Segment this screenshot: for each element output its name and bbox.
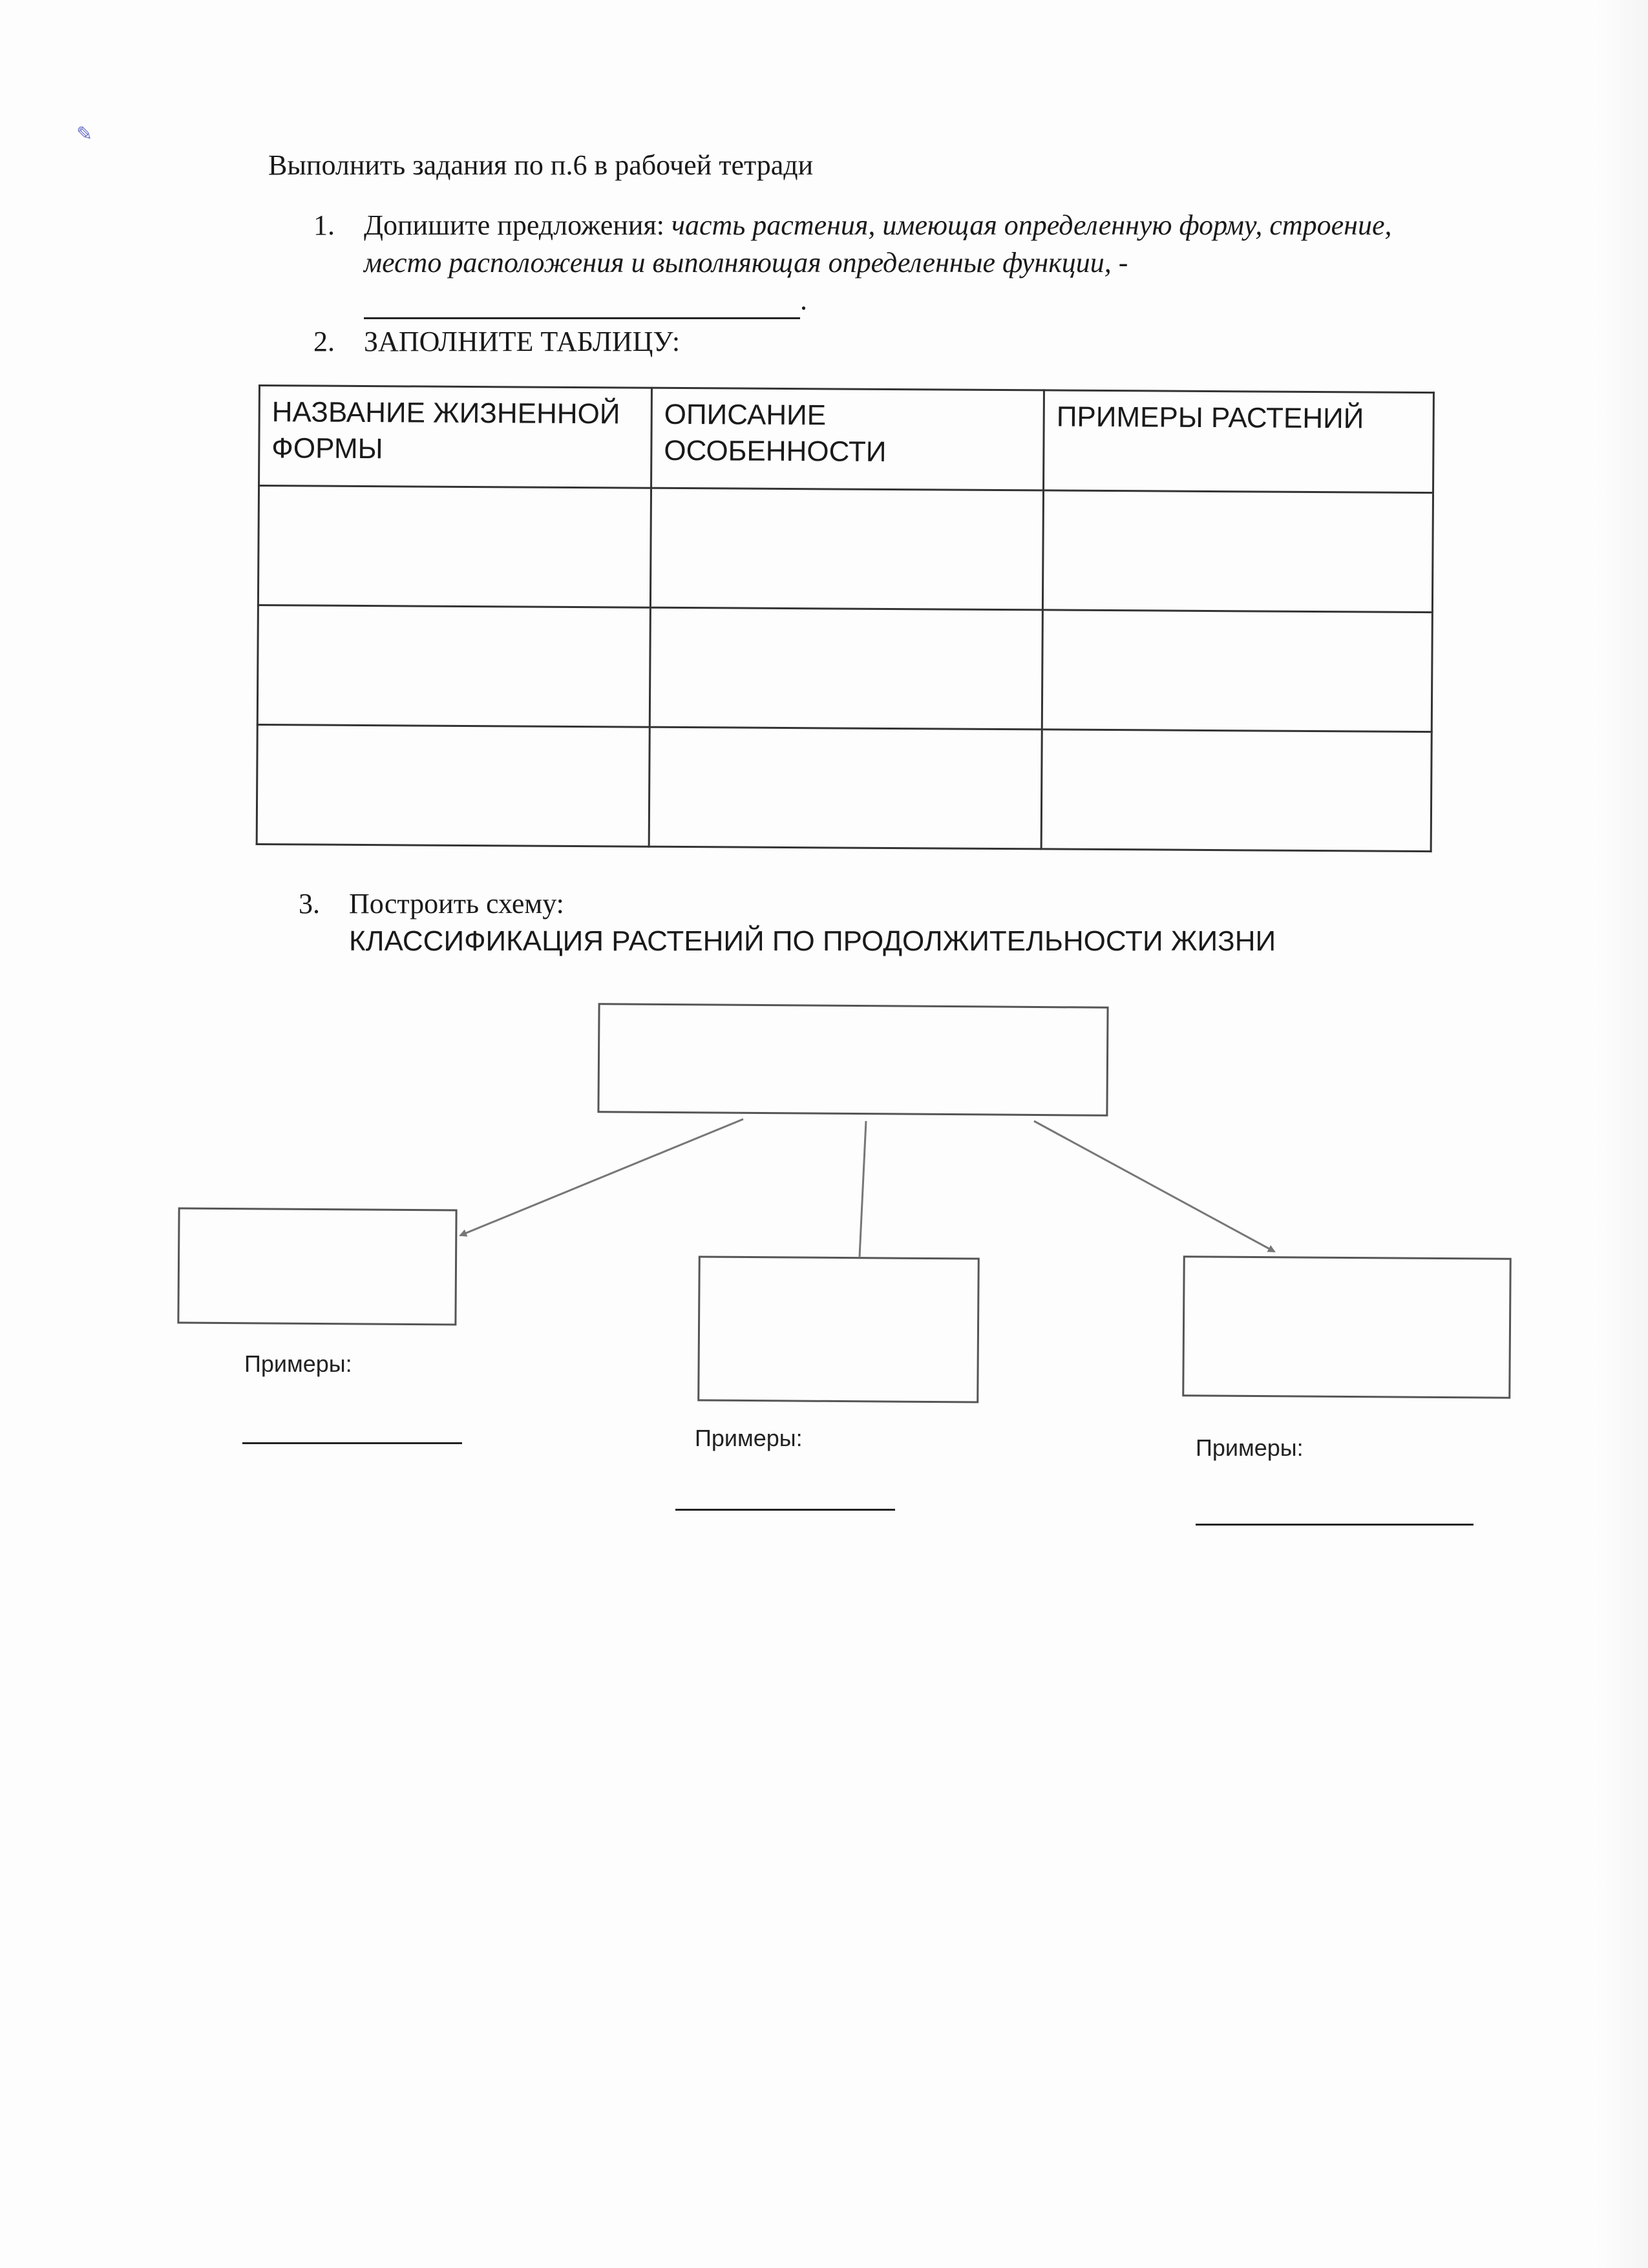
table-header-row [259, 386, 1434, 493]
table-cell[interactable] [650, 488, 1043, 610]
task-1-body [364, 207, 1425, 319]
scheme-right-box[interactable] [1182, 1255, 1512, 1399]
task-2-number: 2. [313, 326, 335, 357]
examples-label-right: Примеры: [1196, 1434, 1304, 1461]
task-2 [313, 323, 680, 361]
task-1-number: 1. [313, 209, 335, 241]
task-1 [313, 207, 1425, 319]
task-3 [299, 885, 1527, 960]
table-cell[interactable] [1042, 610, 1432, 732]
scan-shadow [1596, 0, 1648, 2268]
table-header-description: ОПИСАНИЕ ОСОБЕННОСТИ [651, 388, 1044, 490]
table-row [258, 486, 1433, 613]
scheme-root-box[interactable] [597, 1003, 1108, 1117]
task-1-end-mark: . [800, 284, 807, 316]
table-row [257, 605, 1432, 732]
arrow-to-left-box [460, 1119, 743, 1235]
table-cell[interactable] [1043, 490, 1433, 613]
table-cell[interactable] [257, 605, 650, 728]
table-header-name: НАЗВАНИЕ ЖИЗНЕННОЙ ФОРМЫ [259, 386, 652, 488]
scheme-left-box[interactable] [177, 1207, 457, 1325]
task-1-prefix: Допишите предложения: [364, 209, 671, 241]
line-to-middle-box [860, 1121, 866, 1257]
page-header: Выполнить задания по п.6 в рабочей тетради [268, 149, 814, 181]
task-3-number: 3. [299, 888, 320, 919]
table-cell[interactable] [257, 724, 650, 846]
table-cell[interactable] [1041, 730, 1431, 852]
examples-line-middle[interactable] [675, 1509, 895, 1511]
task-2-text: ЗАПОЛНИТЕ ТАБЛИЦУ: [364, 326, 681, 357]
pen-mark-icon: ✎ [76, 123, 93, 145]
task-1-italic-text: часть растения, имеющая определенную форму, строение, место расположения и выполняющая определенные функции, - [364, 209, 1392, 278]
table-cell[interactable] [650, 607, 1042, 730]
life-form-table [256, 384, 1435, 852]
examples-label-middle: Примеры: [695, 1425, 803, 1451]
task-3-text: Построить схему: [349, 888, 564, 919]
examples-line-right[interactable] [1196, 1524, 1474, 1526]
arrow-to-right-box [1034, 1121, 1274, 1252]
examples-label-left: Примеры: [244, 1350, 352, 1377]
table-cell[interactable] [258, 486, 651, 608]
table-row [257, 724, 1431, 851]
examples-line-left[interactable] [242, 1442, 462, 1444]
table-header-examples: ПРИМЕРЫ РАСТЕНИЙ [1044, 390, 1434, 493]
scheme-middle-box[interactable] [697, 1255, 980, 1403]
scheme-title: КЛАССИФИКАЦИЯ РАСТЕНИЙ ПО ПРОДОЛЖИТЕЛЬНОСТИ ЖИЗНИ [349, 925, 1276, 957]
task-1-answer-line[interactable] [364, 291, 800, 319]
table-cell[interactable] [649, 727, 1042, 849]
